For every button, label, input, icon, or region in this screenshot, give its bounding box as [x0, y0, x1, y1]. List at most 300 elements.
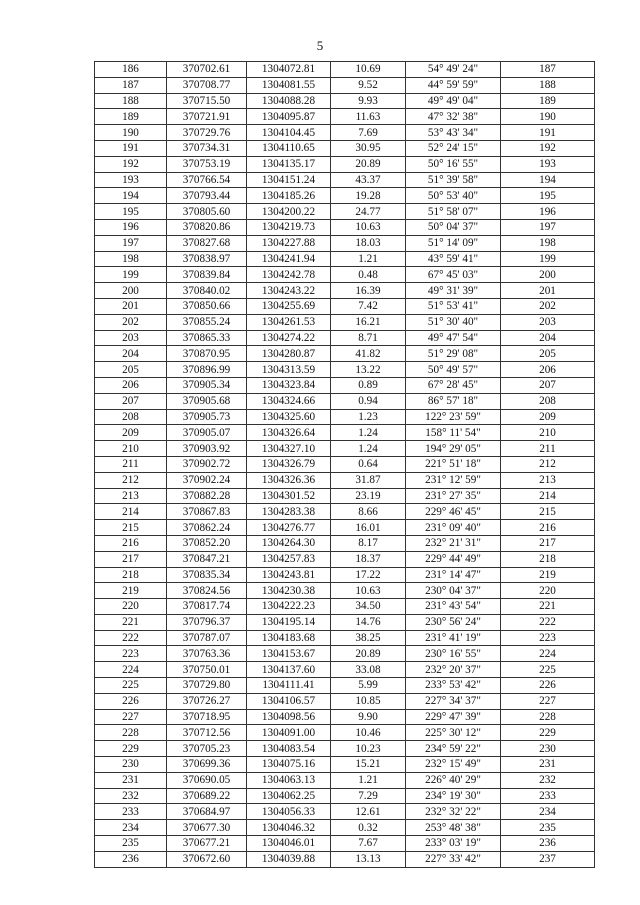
table-row: [95, 409, 595, 425]
table-row: [95, 93, 595, 109]
table-row: [95, 441, 595, 457]
table-row: [95, 156, 595, 172]
y-coordinate-cell: 1304327.10: [247, 441, 331, 457]
point-number-cell: 207: [95, 393, 167, 409]
x-coordinate-cell: 370796.37: [167, 614, 247, 630]
table-row: [95, 662, 595, 678]
y-coordinate-cell: 1304104.45: [247, 125, 331, 141]
table-row: [95, 772, 595, 788]
direction-angle-cell: 221° 51' 18": [406, 456, 501, 472]
table-row: [95, 757, 595, 773]
distance-cell: 7.67: [331, 836, 406, 852]
direction-angle-cell: 233° 53' 42": [406, 678, 501, 694]
x-coordinate-cell: 370820.86: [167, 219, 247, 235]
x-coordinate-cell: 370677.21: [167, 836, 247, 852]
y-coordinate-cell: 1304183.68: [247, 630, 331, 646]
table-row: [95, 693, 595, 709]
y-coordinate-cell: 1304135.17: [247, 156, 331, 172]
distance-cell: 17.22: [331, 567, 406, 583]
point-number-cell: 200: [95, 283, 167, 299]
direction-angle-cell: 231° 09' 40": [406, 520, 501, 536]
next-point-number-cell: 189: [501, 93, 595, 109]
point-number-cell: 191: [95, 140, 167, 156]
direction-angle-cell: 158° 11' 54": [406, 425, 501, 441]
next-point-number-cell: 222: [501, 614, 595, 630]
distance-cell: 33.08: [331, 662, 406, 678]
direction-angle-cell: 227° 33' 42": [406, 851, 501, 867]
point-number-cell: 206: [95, 377, 167, 393]
distance-cell: 10.23: [331, 741, 406, 757]
table-row: [95, 330, 595, 346]
distance-cell: 0.94: [331, 393, 406, 409]
y-coordinate-cell: 1304081.55: [247, 77, 331, 93]
next-point-number-cell: 220: [501, 583, 595, 599]
point-number-cell: 208: [95, 409, 167, 425]
point-number-cell: 205: [95, 362, 167, 378]
direction-angle-cell: 231° 27' 35": [406, 488, 501, 504]
table-row: [95, 393, 595, 409]
distance-cell: 18.37: [331, 551, 406, 567]
table-row: [95, 425, 595, 441]
x-coordinate-cell: 370750.01: [167, 662, 247, 678]
point-number-cell: 215: [95, 520, 167, 536]
y-coordinate-cell: 1304153.67: [247, 646, 331, 662]
distance-cell: 0.64: [331, 456, 406, 472]
point-number-cell: 235: [95, 836, 167, 852]
x-coordinate-cell: 370902.72: [167, 456, 247, 472]
x-coordinate-cell: 370862.24: [167, 520, 247, 536]
x-coordinate-cell: 370882.28: [167, 488, 247, 504]
table-row: [95, 551, 595, 567]
point-number-cell: 197: [95, 235, 167, 251]
next-point-number-cell: 203: [501, 314, 595, 330]
y-coordinate-cell: 1304088.28: [247, 93, 331, 109]
y-coordinate-cell: 1304056.33: [247, 804, 331, 820]
y-coordinate-cell: 1304151.24: [247, 172, 331, 188]
point-number-cell: 196: [95, 219, 167, 235]
point-number-cell: 203: [95, 330, 167, 346]
y-coordinate-cell: 1304111.41: [247, 678, 331, 694]
next-point-number-cell: 237: [501, 851, 595, 867]
distance-cell: 8.17: [331, 535, 406, 551]
x-coordinate-cell: 370672.60: [167, 851, 247, 867]
table-row: [95, 583, 595, 599]
x-coordinate-cell: 370793.44: [167, 188, 247, 204]
direction-angle-cell: 231° 12' 59": [406, 472, 501, 488]
distance-cell: 31.87: [331, 472, 406, 488]
next-point-number-cell: 199: [501, 251, 595, 267]
direction-angle-cell: 50° 04' 37": [406, 219, 501, 235]
distance-cell: 1.23: [331, 409, 406, 425]
distance-cell: 19.28: [331, 188, 406, 204]
x-coordinate-cell: 370763.36: [167, 646, 247, 662]
x-coordinate-cell: 370839.84: [167, 267, 247, 283]
point-number-cell: 211: [95, 456, 167, 472]
y-coordinate-cell: 1304243.81: [247, 567, 331, 583]
direction-angle-cell: 86° 57' 18": [406, 393, 501, 409]
x-coordinate-cell: 370715.50: [167, 93, 247, 109]
table-row: [95, 283, 595, 299]
x-coordinate-cell: 370835.34: [167, 567, 247, 583]
next-point-number-cell: 210: [501, 425, 595, 441]
point-number-cell: 193: [95, 172, 167, 188]
table-row: [95, 298, 595, 314]
table-row: [95, 346, 595, 362]
direction-angle-cell: 50° 16' 55": [406, 156, 501, 172]
point-number-cell: 195: [95, 204, 167, 220]
direction-angle-cell: 233° 03' 19": [406, 836, 501, 852]
point-number-cell: 229: [95, 741, 167, 757]
direction-angle-cell: 51° 14' 09": [406, 235, 501, 251]
distance-cell: 7.42: [331, 298, 406, 314]
direction-angle-cell: 230° 04' 37": [406, 583, 501, 599]
x-coordinate-cell: 370712.56: [167, 725, 247, 741]
y-coordinate-cell: 1304283.38: [247, 504, 331, 520]
point-number-cell: 204: [95, 346, 167, 362]
table-row: [95, 251, 595, 267]
x-coordinate-cell: 370787.07: [167, 630, 247, 646]
x-coordinate-cell: 370718.95: [167, 709, 247, 725]
point-number-cell: 216: [95, 535, 167, 551]
x-coordinate-cell: 370905.34: [167, 377, 247, 393]
distance-cell: 1.21: [331, 251, 406, 267]
direction-angle-cell: 232° 21' 31": [406, 535, 501, 551]
point-number-cell: 217: [95, 551, 167, 567]
x-coordinate-cell: 370817.74: [167, 599, 247, 615]
direction-angle-cell: 253° 48' 38": [406, 820, 501, 836]
distance-cell: 12.61: [331, 804, 406, 820]
direction-angle-cell: 230° 16' 55": [406, 646, 501, 662]
y-coordinate-cell: 1304062.25: [247, 788, 331, 804]
direction-angle-cell: 53° 43' 34": [406, 125, 501, 141]
table-row: [95, 567, 595, 583]
direction-angle-cell: 47° 32' 38": [406, 109, 501, 125]
direction-angle-cell: 51° 58' 07": [406, 204, 501, 220]
table-row: [95, 709, 595, 725]
coordinates-table: [94, 61, 595, 868]
x-coordinate-cell: 370847.21: [167, 551, 247, 567]
y-coordinate-cell: 1304326.79: [247, 456, 331, 472]
x-coordinate-cell: 370903.92: [167, 441, 247, 457]
table-row: [95, 804, 595, 820]
point-number-cell: 212: [95, 472, 167, 488]
distance-cell: 5.99: [331, 678, 406, 694]
distance-cell: 0.32: [331, 820, 406, 836]
x-coordinate-cell: 370684.97: [167, 804, 247, 820]
next-point-number-cell: 190: [501, 109, 595, 125]
y-coordinate-cell: 1304095.87: [247, 109, 331, 125]
table-row: [95, 456, 595, 472]
next-point-number-cell: 217: [501, 535, 595, 551]
next-point-number-cell: 204: [501, 330, 595, 346]
distance-cell: 30.95: [331, 140, 406, 156]
distance-cell: 10.69: [331, 62, 406, 78]
point-number-cell: 218: [95, 567, 167, 583]
direction-angle-cell: 232° 15' 49": [406, 757, 501, 773]
table-row: [95, 741, 595, 757]
x-coordinate-cell: 370690.05: [167, 772, 247, 788]
y-coordinate-cell: 1304301.52: [247, 488, 331, 504]
direction-angle-cell: 52° 24' 15": [406, 140, 501, 156]
next-point-number-cell: 227: [501, 693, 595, 709]
x-coordinate-cell: 370721.91: [167, 109, 247, 125]
next-point-number-cell: 200: [501, 267, 595, 283]
y-coordinate-cell: 1304098.56: [247, 709, 331, 725]
distance-cell: 7.69: [331, 125, 406, 141]
point-number-cell: 219: [95, 583, 167, 599]
direction-angle-cell: 122° 23' 59": [406, 409, 501, 425]
x-coordinate-cell: 370729.76: [167, 125, 247, 141]
distance-cell: 38.25: [331, 630, 406, 646]
next-point-number-cell: 195: [501, 188, 595, 204]
x-coordinate-cell: 370905.68: [167, 393, 247, 409]
y-coordinate-cell: 1304075.16: [247, 757, 331, 773]
distance-cell: 20.89: [331, 156, 406, 172]
point-number-cell: 189: [95, 109, 167, 125]
point-number-cell: 214: [95, 504, 167, 520]
next-point-number-cell: 216: [501, 520, 595, 536]
distance-cell: 9.90: [331, 709, 406, 725]
x-coordinate-cell: 370729.80: [167, 678, 247, 694]
direction-angle-cell: 50° 53' 40": [406, 188, 501, 204]
distance-cell: 1.21: [331, 772, 406, 788]
y-coordinate-cell: 1304222.23: [247, 599, 331, 615]
distance-cell: 1.24: [331, 441, 406, 457]
y-coordinate-cell: 1304276.77: [247, 520, 331, 536]
distance-cell: 16.01: [331, 520, 406, 536]
table-row: [95, 614, 595, 630]
distance-cell: 15.21: [331, 757, 406, 773]
x-coordinate-cell: 370905.07: [167, 425, 247, 441]
distance-cell: 10.46: [331, 725, 406, 741]
direction-angle-cell: 44° 59' 59": [406, 77, 501, 93]
direction-angle-cell: 49° 31' 39": [406, 283, 501, 299]
distance-cell: 34.50: [331, 599, 406, 615]
next-point-number-cell: 213: [501, 472, 595, 488]
page-number: 5: [316, 38, 324, 53]
next-point-number-cell: 219: [501, 567, 595, 583]
y-coordinate-cell: 1304110.65: [247, 140, 331, 156]
next-point-number-cell: 229: [501, 725, 595, 741]
distance-cell: 41.82: [331, 346, 406, 362]
point-number-cell: 198: [95, 251, 167, 267]
point-number-cell: 213: [95, 488, 167, 504]
direction-angle-cell: 225° 30' 12": [406, 725, 501, 741]
table-row: [95, 472, 595, 488]
distance-cell: 7.29: [331, 788, 406, 804]
point-number-cell: 228: [95, 725, 167, 741]
next-point-number-cell: 226: [501, 678, 595, 694]
distance-cell: 10.85: [331, 693, 406, 709]
x-coordinate-cell: 370705.23: [167, 741, 247, 757]
direction-angle-cell: 234° 19' 30": [406, 788, 501, 804]
y-coordinate-cell: 1304083.54: [247, 741, 331, 757]
point-number-cell: 226: [95, 693, 167, 709]
y-coordinate-cell: 1304072.81: [247, 62, 331, 78]
point-number-cell: 225: [95, 678, 167, 694]
next-point-number-cell: 228: [501, 709, 595, 725]
point-number-cell: 194: [95, 188, 167, 204]
x-coordinate-cell: 370852.20: [167, 535, 247, 551]
distance-cell: 20.89: [331, 646, 406, 662]
x-coordinate-cell: 370753.19: [167, 156, 247, 172]
next-point-number-cell: 232: [501, 772, 595, 788]
direction-angle-cell: 230° 56' 24": [406, 614, 501, 630]
direction-angle-cell: 50° 49' 57": [406, 362, 501, 378]
table-row: [95, 504, 595, 520]
point-number-cell: 199: [95, 267, 167, 283]
table-row: [95, 204, 595, 220]
next-point-number-cell: 221: [501, 599, 595, 615]
x-coordinate-cell: 370870.95: [167, 346, 247, 362]
next-point-number-cell: 235: [501, 820, 595, 836]
next-point-number-cell: 188: [501, 77, 595, 93]
distance-cell: 16.39: [331, 283, 406, 299]
direction-angle-cell: 67° 28' 45": [406, 377, 501, 393]
y-coordinate-cell: 1304243.22: [247, 283, 331, 299]
table-row: [95, 62, 595, 78]
table-row: [95, 362, 595, 378]
direction-angle-cell: 234° 59' 22": [406, 741, 501, 757]
distance-cell: 13.22: [331, 362, 406, 378]
point-number-cell: 220: [95, 599, 167, 615]
point-number-cell: 227: [95, 709, 167, 725]
next-point-number-cell: 201: [501, 283, 595, 299]
x-coordinate-cell: 370805.60: [167, 204, 247, 220]
point-number-cell: 231: [95, 772, 167, 788]
direction-angle-cell: 51° 29' 08": [406, 346, 501, 362]
direction-angle-cell: 49° 49' 04": [406, 93, 501, 109]
x-coordinate-cell: 370689.22: [167, 788, 247, 804]
y-coordinate-cell: 1304274.22: [247, 330, 331, 346]
y-coordinate-cell: 1304324.66: [247, 393, 331, 409]
y-coordinate-cell: 1304227.88: [247, 235, 331, 251]
y-coordinate-cell: 1304326.64: [247, 425, 331, 441]
x-coordinate-cell: 370850.66: [167, 298, 247, 314]
direction-angle-cell: 231° 41' 19": [406, 630, 501, 646]
next-point-number-cell: 234: [501, 804, 595, 820]
next-point-number-cell: 209: [501, 409, 595, 425]
table-row: [95, 488, 595, 504]
point-number-cell: 209: [95, 425, 167, 441]
distance-cell: 23.19: [331, 488, 406, 504]
next-point-number-cell: 202: [501, 298, 595, 314]
point-number-cell: 201: [95, 298, 167, 314]
x-coordinate-cell: 370865.33: [167, 330, 247, 346]
distance-cell: 13.13: [331, 851, 406, 867]
direction-angle-cell: 194° 29' 05": [406, 441, 501, 457]
table-row: [95, 788, 595, 804]
table-row: [95, 599, 595, 615]
distance-cell: 9.93: [331, 93, 406, 109]
distance-cell: 8.66: [331, 504, 406, 520]
x-coordinate-cell: 370726.27: [167, 693, 247, 709]
direction-angle-cell: 67° 45' 03": [406, 267, 501, 283]
y-coordinate-cell: 1304137.60: [247, 662, 331, 678]
next-point-number-cell: 206: [501, 362, 595, 378]
table-row: [95, 314, 595, 330]
next-point-number-cell: 197: [501, 219, 595, 235]
direction-angle-cell: 51° 53' 41": [406, 298, 501, 314]
next-point-number-cell: 212: [501, 456, 595, 472]
point-number-cell: 230: [95, 757, 167, 773]
direction-angle-cell: 229° 44' 49": [406, 551, 501, 567]
y-coordinate-cell: 1304185.26: [247, 188, 331, 204]
next-point-number-cell: 218: [501, 551, 595, 567]
y-coordinate-cell: 1304313.59: [247, 362, 331, 378]
point-number-cell: 224: [95, 662, 167, 678]
y-coordinate-cell: 1304280.87: [247, 346, 331, 362]
distance-cell: 10.63: [331, 583, 406, 599]
y-coordinate-cell: 1304241.94: [247, 251, 331, 267]
table-row: [95, 219, 595, 235]
point-number-cell: 221: [95, 614, 167, 630]
table-row: [95, 630, 595, 646]
x-coordinate-cell: 370902.24: [167, 472, 247, 488]
x-coordinate-cell: 370827.68: [167, 235, 247, 251]
point-number-cell: 233: [95, 804, 167, 820]
direction-angle-cell: 232° 20' 37": [406, 662, 501, 678]
next-point-number-cell: 208: [501, 393, 595, 409]
y-coordinate-cell: 1304264.30: [247, 535, 331, 551]
x-coordinate-cell: 370677.30: [167, 820, 247, 836]
next-point-number-cell: 187: [501, 62, 595, 78]
next-point-number-cell: 193: [501, 156, 595, 172]
next-point-number-cell: 205: [501, 346, 595, 362]
y-coordinate-cell: 1304195.14: [247, 614, 331, 630]
table-row: [95, 725, 595, 741]
next-point-number-cell: 198: [501, 235, 595, 251]
direction-angle-cell: 43° 59' 41": [406, 251, 501, 267]
table-row: [95, 109, 595, 125]
y-coordinate-cell: 1304230.38: [247, 583, 331, 599]
x-coordinate-cell: 370708.77: [167, 77, 247, 93]
direction-angle-cell: 229° 47' 39": [406, 709, 501, 725]
point-number-cell: 202: [95, 314, 167, 330]
y-coordinate-cell: 1304200.22: [247, 204, 331, 220]
next-point-number-cell: 224: [501, 646, 595, 662]
point-number-cell: 222: [95, 630, 167, 646]
coordinates-table-body: [95, 62, 595, 868]
y-coordinate-cell: 1304261.53: [247, 314, 331, 330]
next-point-number-cell: 230: [501, 741, 595, 757]
distance-cell: 11.63: [331, 109, 406, 125]
y-coordinate-cell: 1304325.60: [247, 409, 331, 425]
distance-cell: 14.76: [331, 614, 406, 630]
next-point-number-cell: 214: [501, 488, 595, 504]
y-coordinate-cell: 1304255.69: [247, 298, 331, 314]
table-row: [95, 820, 595, 836]
point-number-cell: 210: [95, 441, 167, 457]
next-point-number-cell: 236: [501, 836, 595, 852]
y-coordinate-cell: 1304219.73: [247, 219, 331, 235]
x-coordinate-cell: 370702.61: [167, 62, 247, 78]
distance-cell: 0.89: [331, 377, 406, 393]
point-number-cell: 223: [95, 646, 167, 662]
distance-cell: 43.37: [331, 172, 406, 188]
table-row: [95, 377, 595, 393]
next-point-number-cell: 231: [501, 757, 595, 773]
x-coordinate-cell: 370734.31: [167, 140, 247, 156]
table-row: [95, 646, 595, 662]
distance-cell: 16.21: [331, 314, 406, 330]
next-point-number-cell: 194: [501, 172, 595, 188]
y-coordinate-cell: 1304326.36: [247, 472, 331, 488]
next-point-number-cell: 196: [501, 204, 595, 220]
direction-angle-cell: 51° 39' 58": [406, 172, 501, 188]
direction-angle-cell: 54° 49' 24": [406, 62, 501, 78]
point-number-cell: 232: [95, 788, 167, 804]
